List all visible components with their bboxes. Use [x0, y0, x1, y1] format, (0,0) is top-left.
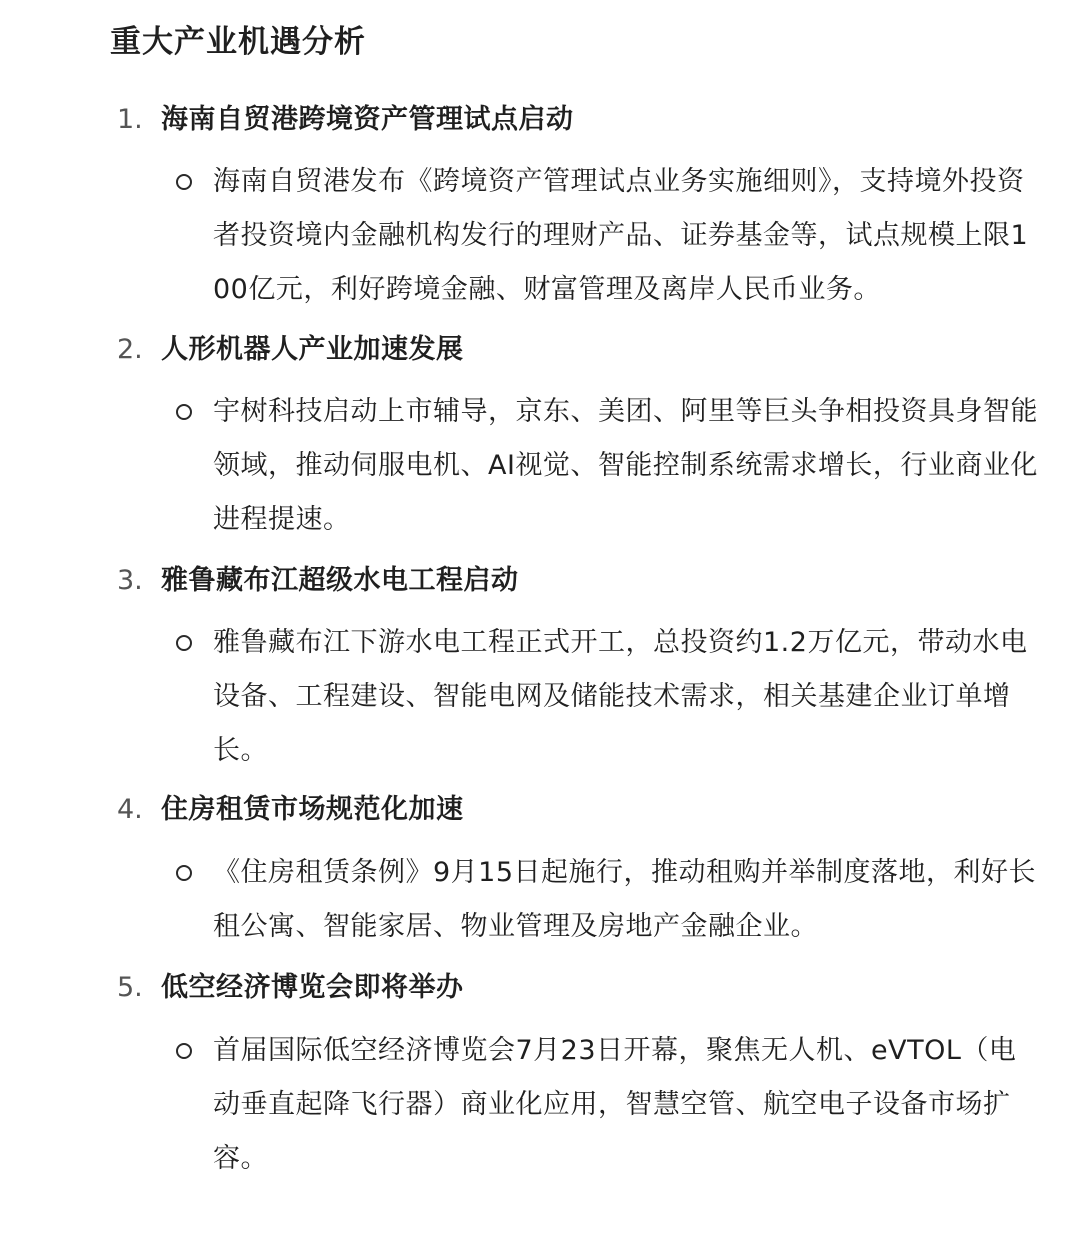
item-title: 海南自贸港跨境资产管理试点启动	[161, 104, 574, 135]
item-number: 2.	[117, 334, 143, 365]
item-detail: 雅鲁藏布江下游水电工程正式开工，总投资约1.2万亿元，带动水电设备、工程建设、智能电网及储能技术需求，相关基建企业订单增长。	[213, 627, 1028, 766]
item-detail: 宇树科技启动上市辅导，京东、美团、阿里等巨头争相投资具身智能领域，推动伺服电机、AI视觉、智能控制系统需求增长，行业商业化进程提速。	[213, 396, 1038, 535]
item-detail: 《住房租赁条例》9月15日起施行，推动租购并举制度落地，利好长租公寓、智能家居、物业管理及房地产金融企业。	[213, 857, 1037, 942]
bullet-circle-icon	[176, 635, 192, 651]
item-detail: 首届国际低空经济博览会7月23日开幕，聚焦无人机、eVTOL（电动垂直起降飞行器）商业化应用，智慧空管、航空电子设备市场扩容。	[213, 1035, 1017, 1174]
item-number: 5.	[117, 972, 143, 1003]
item-number: 3.	[117, 565, 143, 596]
bullet-circle-icon	[176, 174, 192, 190]
item-title: 低空经济博览会即将举办	[161, 972, 464, 1003]
item-header	[0, 790, 1080, 830]
bullet-circle-icon	[176, 865, 192, 881]
item-header	[0, 561, 1080, 601]
item-title: 人形机器人产业加速发展	[161, 334, 464, 365]
bullet-circle-icon	[176, 1043, 192, 1059]
item-header	[0, 330, 1080, 370]
item-title: 雅鲁藏布江超级水电工程启动	[161, 565, 519, 596]
item-header	[0, 968, 1080, 1008]
bullet-circle-icon	[176, 404, 192, 420]
page-title: 重大产业机遇分析	[110, 24, 366, 60]
item-number: 1.	[117, 104, 143, 135]
item-number: 4.	[117, 794, 143, 825]
item-detail: 海南自贸港发布《跨境资产管理试点业务实施细则》，支持境外投资者投资境内金融机构发行的理财产品、证券基金等，试点规模上限100亿元，利好跨境金融、财富管理及离岸人民币业务。	[213, 166, 1029, 305]
item-header	[0, 100, 1080, 140]
item-title: 住房租赁市场规范化加速	[161, 794, 464, 825]
